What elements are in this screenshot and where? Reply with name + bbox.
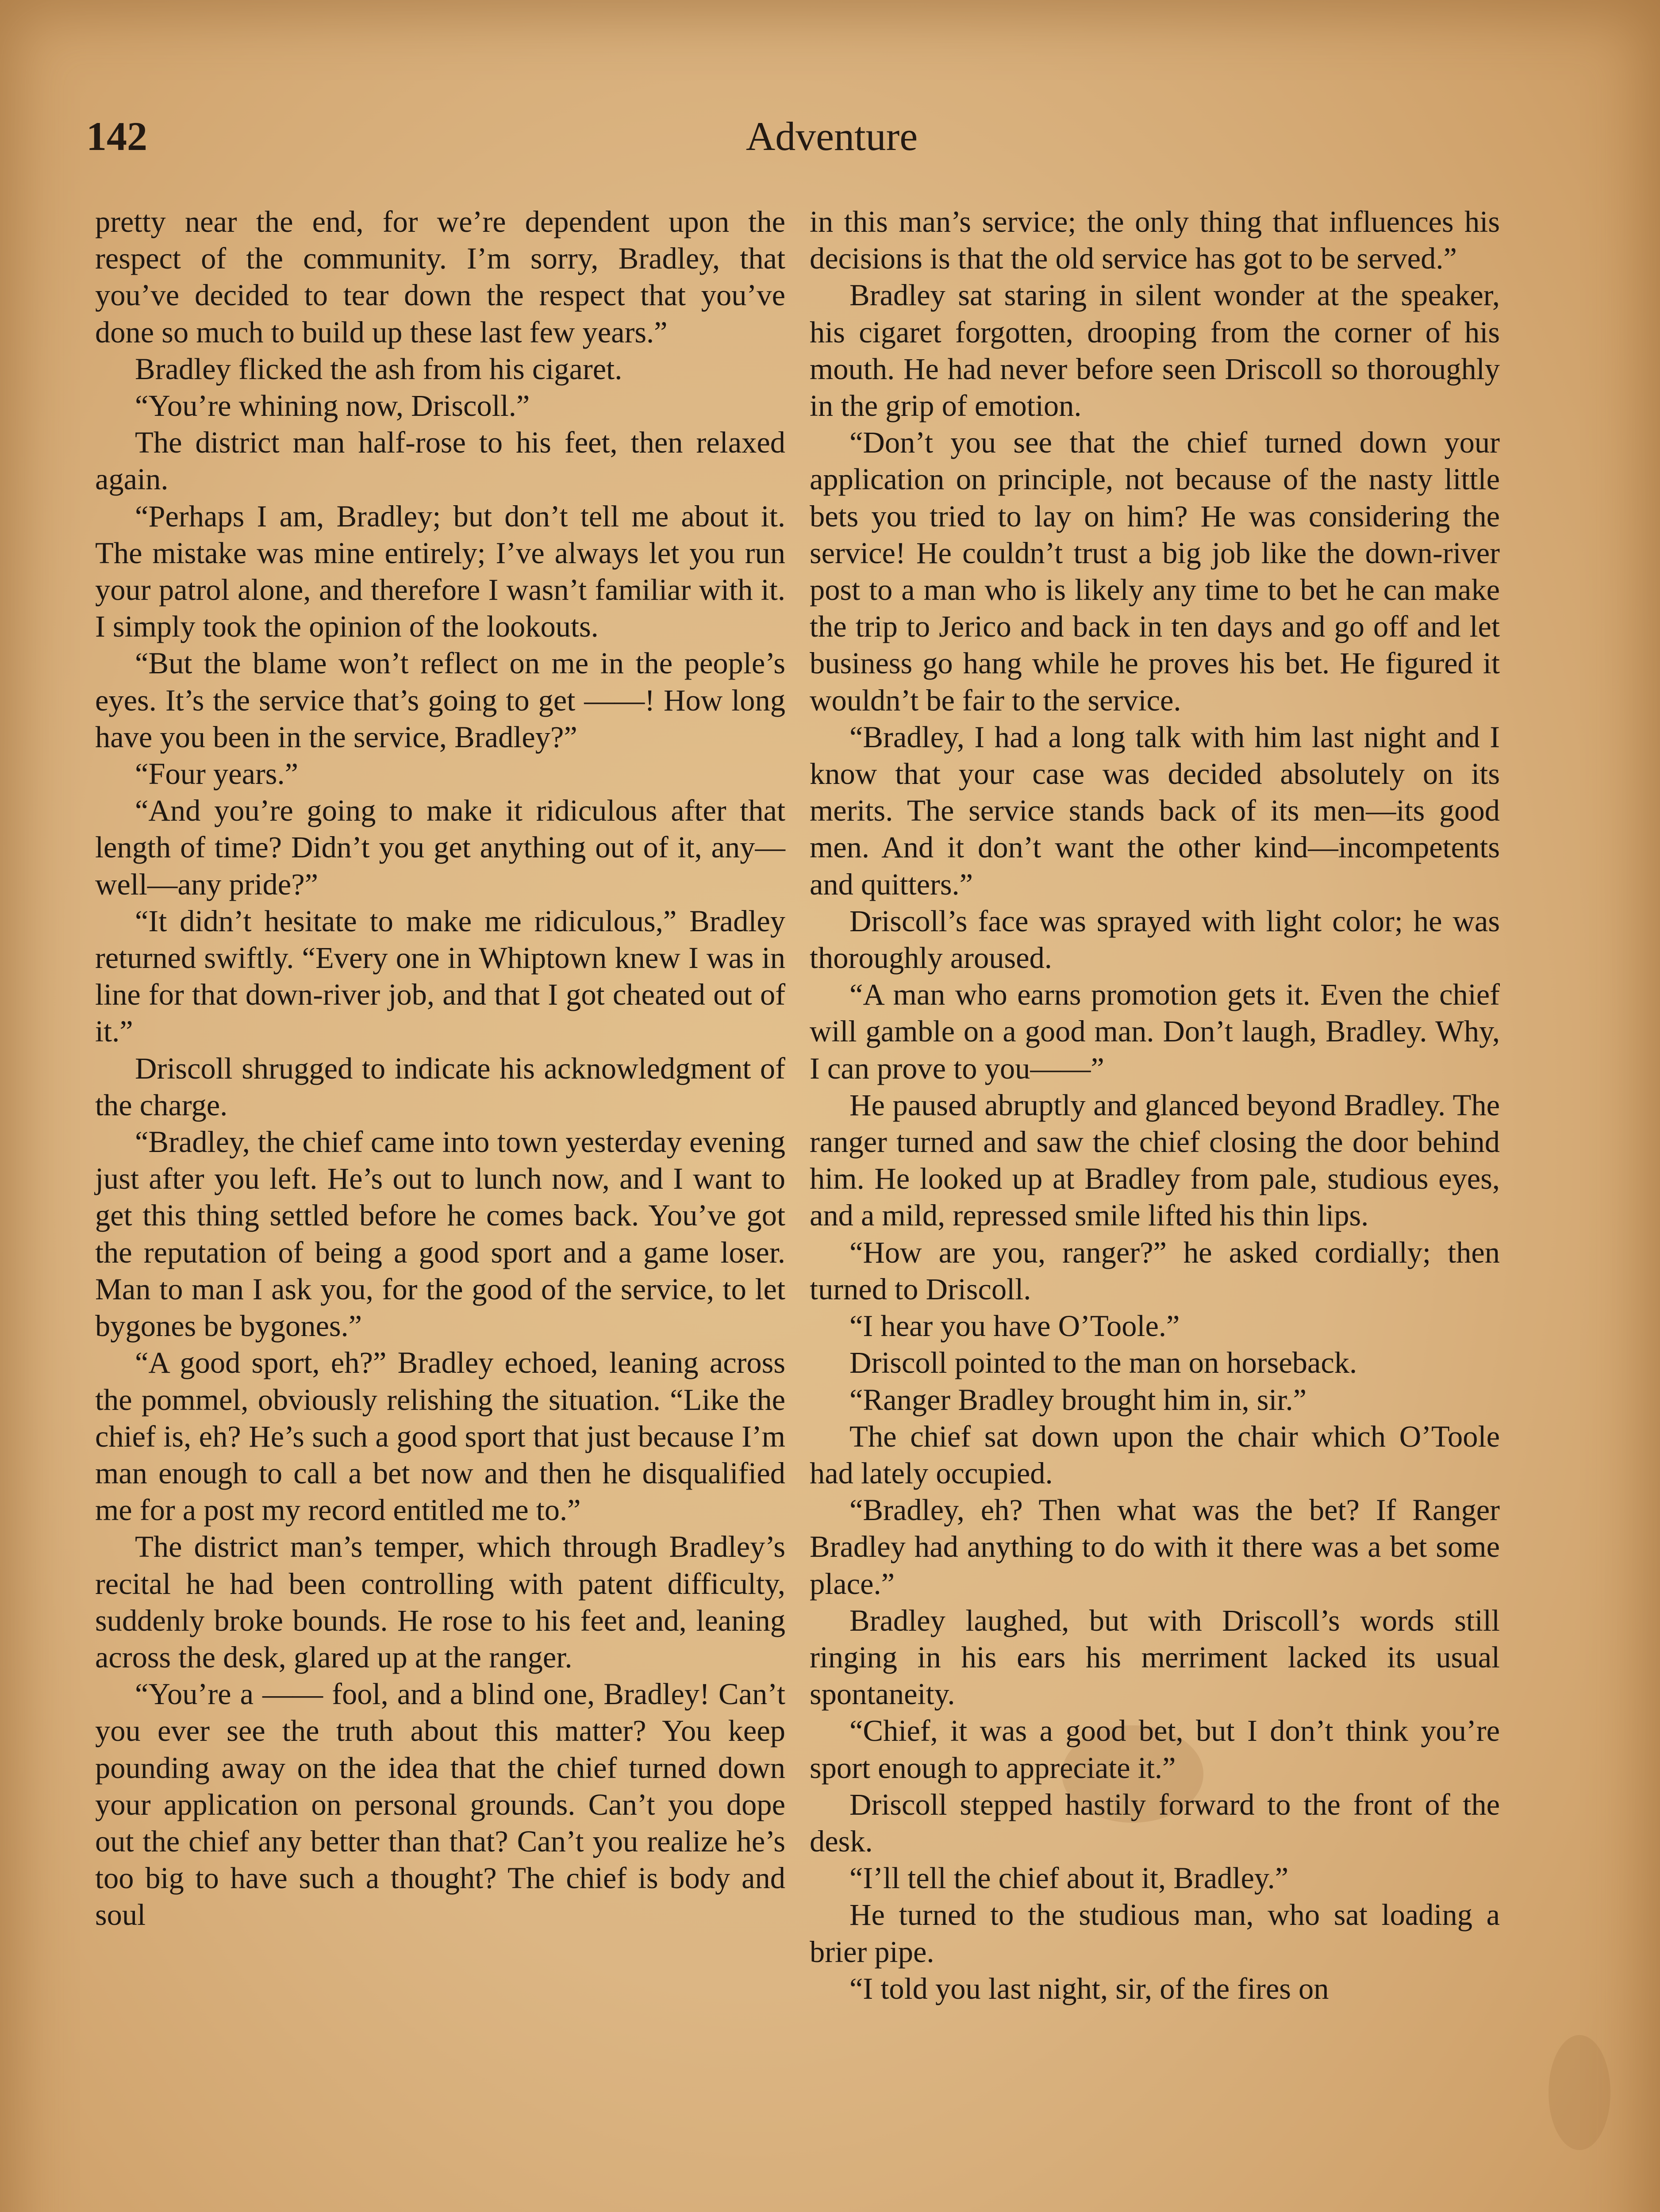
paragraph: “Don’t you see that the chief turned down your application on principle, not because of the nasty little bets you tried to lay on him? He was considering the service! He couldn’t trust a big job like the down-river post to a man who is likely any time to bet he can make the trip to Jerico and back in ten days and go off and let business go hang while he proves his bet. He figured it wouldn’t be fair to the service. (810, 426, 1500, 717)
paragraph: The chief sat down upon the chair which O’Toole had lately occupied. (810, 1419, 1500, 1490)
paragraph: He paused abruptly and glanced beyond Bradley. The ranger turned and saw the chief closing the door behind him. He looked up at Bradley from pale, studious eyes, and a mild, repressed smile lifted his thin lips. (810, 1088, 1500, 1233)
running-head: Adventure (745, 114, 918, 159)
page-number: 142 (86, 114, 147, 159)
paragraph: “A man who earns promotion gets it. Even the chief will gamble on a good man. Don’t laugh, Bradley. Why, I can prove to you——” (810, 978, 1500, 1085)
paragraph: “How are you, ranger?” he asked cordially; then turned to Driscoll. (810, 1235, 1500, 1306)
paragraph: in this man’s service; the only thing that influences his decisions is that the old service has got to be served.” (810, 205, 1500, 276)
paragraph: “Bradley, the chief came into town yesterday evening just after you left. He’s out to lunch now, and I want to get this thing settled before he comes back. You’ve got the reputation of being a good sport and a game loser. Man to man I ask you, for the good of the service, to let bygones be bygones.” (95, 1125, 785, 1343)
paragraph: The district man half-rose to his feet, then relaxed again. (95, 426, 785, 496)
paragraph: “You’re a —— fool, and a blind one, Bradley! Can’t you ever see the truth about this matter? You keep pounding away on the idea that the chief turned down your application on personal grounds. Can’t you dope out the chief any better than that? Can’t you realize he’s too big to have such a thought? The chief is body and soul (95, 1677, 785, 1932)
paragraph: “Four years.” (135, 757, 298, 791)
paragraph: “It didn’t hesitate to make me ridiculous,” Bradley returned swiftly. “Every one in Whiptown knew I was in line for that down-river job, and that I got cheated out of it.” (95, 904, 785, 1048)
paragraph: Driscoll pointed to the man on horseback. (849, 1346, 1357, 1380)
paragraph: “Perhaps I am, Bradley; but don’t tell me about it. The mistake was mine entirely; I’ve always let you run your patrol alone, and therefore I wasn’t familiar with it. I simply took the opinion of the lookouts. (95, 499, 785, 644)
paragraph: “I hear you have O’Toole.” (849, 1309, 1180, 1343)
paragraph: “Bradley, I had a long talk with him last night and I know that your case was decided absolutely on its merits. The service stands back of its men—its good men. And it don’t want the other kind—incompetents and quitters.” (810, 720, 1500, 901)
paper-stain (1549, 2035, 1610, 2150)
paragraph: Bradley sat staring in silent wonder at the speaker, his cigaret forgotten, drooping from the corner of his mouth. He had never before seen Driscoll so thoroughly in the grip of emotion. (810, 278, 1500, 423)
paragraph: “Chief, it was a good bet, but I don’t think you’re sport enough to appreciate it.” (810, 1714, 1500, 1785)
paragraph: “And you’re going to make it ridiculous after that length of time? Didn’t you get anything out of it, any—well—any pride?” (95, 794, 785, 901)
text-column-right (810, 204, 1500, 2007)
paragraph: “I’ll tell the chief about it, Bradley.” (849, 1861, 1289, 1895)
paragraph: “Bradley, eh? Then what was the bet? If Ranger Bradley had anything to do with it there was a bet some place.” (810, 1493, 1500, 1601)
paragraph: Driscoll’s face was sprayed with light color; he was thoroughly aroused. (810, 904, 1500, 975)
paragraph: Bradley flicked the ash from his cigaret. (135, 352, 622, 386)
paragraph: Bradley laughed, but with Driscoll’s words still ringing in his ears his merriment lacked its usual spontaneity. (810, 1603, 1500, 1711)
paragraph: pretty near the end, for we’re dependent upon the respect of the community. I’m sorry, Bradley, that you’ve decided to tear down the respect that you’ve done so much to build up these last few years.” (95, 205, 785, 349)
paragraph: “You’re whining now, Driscoll.” (135, 389, 530, 423)
page-header (86, 113, 1577, 175)
paragraph: He turned to the studious man, who sat loading a brier pipe. (810, 1898, 1500, 1969)
text-column-left (95, 204, 785, 1934)
paragraph: The district man’s temper, which through Bradley’s recital he had been controlling with patent difficulty, suddenly broke bounds. He rose to his feet and, leaning across the desk, glared up at the ranger. (95, 1530, 785, 1674)
paragraph: Driscoll shrugged to indicate his acknowledgment of the charge. (95, 1051, 785, 1122)
paragraph: “But the blame won’t reflect on me in the people’s eyes. It’s the service that’s going to get ——! How long have you been in the service, Bradley?” (95, 646, 785, 754)
paragraph: Driscoll stepped hastily forward to the front of the desk. (810, 1787, 1500, 1858)
paragraph: “A good sport, eh?” Bradley echoed, leaning across the pommel, obviously relishing the situation. “Like the chief is, eh? He’s such a good sport that just because I’m man enough to call a bet now and then he disqualified me for a post my record entitled me to.” (95, 1346, 785, 1527)
paragraph: “I told you last night, sir, of the fires on (849, 1971, 1329, 2005)
paragraph: “Ranger Bradley brought him in, sir.” (849, 1382, 1306, 1417)
